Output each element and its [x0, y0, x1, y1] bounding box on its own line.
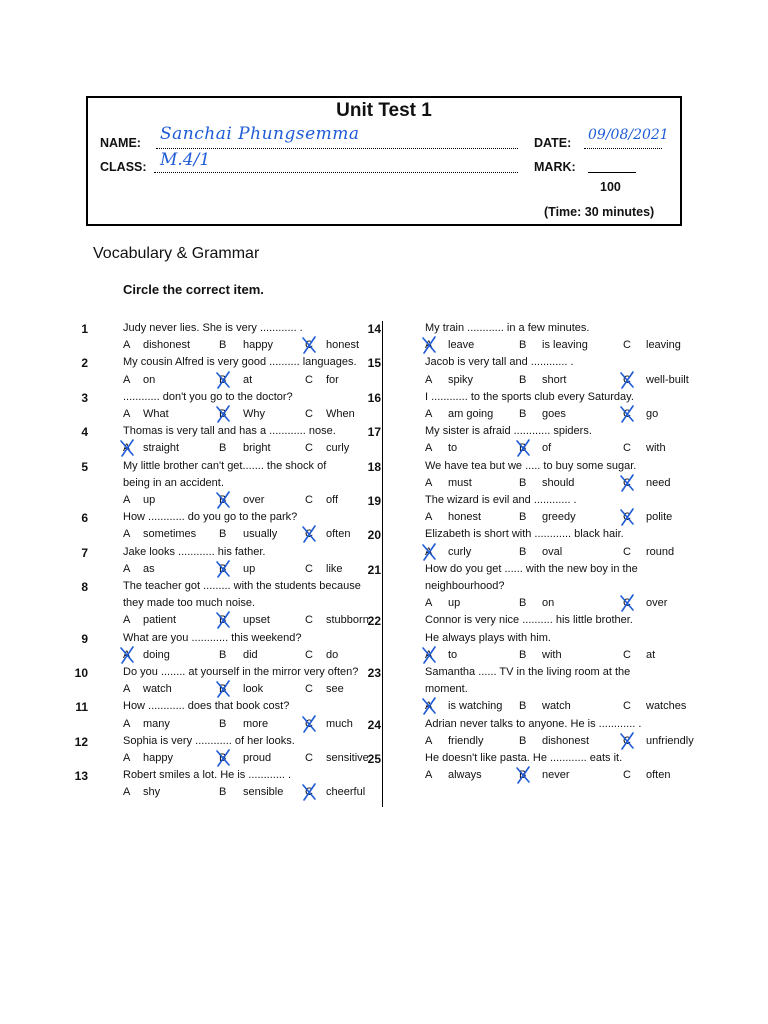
option-letter[interactable]: A: [425, 511, 433, 524]
question-number: 10: [74, 666, 88, 680]
option-letter[interactable]: B: [219, 562, 227, 575]
option-text[interactable]: at: [243, 373, 253, 386]
option-letter[interactable]: B: [519, 476, 527, 489]
option-letter[interactable]: A: [425, 373, 433, 386]
section-title: Vocabulary & Grammar: [93, 245, 260, 262]
option-letter[interactable]: A: [425, 408, 433, 420]
question-number: 23: [367, 666, 381, 680]
option-text[interactable]: did: [243, 648, 258, 661]
option-letter[interactable]: A: [123, 408, 131, 420]
option-text[interactable]: honest: [326, 339, 360, 352]
option-text[interactable]: always: [448, 769, 482, 782]
option-letter[interactable]: A: [123, 528, 131, 541]
option-text[interactable]: often: [646, 769, 671, 782]
option-letter[interactable]: C: [305, 528, 313, 541]
option-letter[interactable]: B: [219, 648, 227, 661]
option-text[interactable]: dishonest: [143, 339, 191, 352]
question-number: 22: [367, 614, 381, 629]
question-number: 18: [367, 459, 381, 474]
question-text: Do you ........ at yourself in the mirror very often?: [123, 666, 359, 678]
option-text[interactable]: to: [448, 648, 458, 661]
option-text[interactable]: with: [646, 442, 666, 455]
question-number: 2: [81, 356, 88, 371]
option-letter[interactable]: A: [425, 597, 433, 610]
option-text[interactable]: am going: [448, 408, 494, 420]
option-text[interactable]: should: [542, 476, 575, 489]
option-text[interactable]: up: [143, 494, 156, 506]
option-letter[interactable]: A: [123, 683, 131, 696]
question-number: 14: [367, 322, 381, 336]
option-text[interactable]: more: [243, 717, 269, 730]
class-dotted-line: [154, 172, 518, 173]
mark-total: 100: [600, 180, 621, 194]
option-letter[interactable]: C: [305, 614, 313, 627]
option-letter[interactable]: A: [123, 752, 131, 764]
option-text[interactable]: straight: [143, 442, 180, 455]
option-text[interactable]: never: [542, 769, 570, 782]
option-letter[interactable]: A: [123, 373, 131, 386]
option-letter[interactable]: A: [425, 769, 433, 782]
option-text[interactable]: on: [143, 373, 156, 386]
question-text: The teacher got ......... with the students because: [123, 580, 361, 592]
option-letter[interactable]: B: [519, 408, 527, 420]
question-number: 15: [367, 356, 381, 371]
date-handwriting: 09/08/2021: [588, 127, 669, 143]
option-text[interactable]: doing: [143, 648, 170, 661]
option-text[interactable]: dishonest: [542, 734, 590, 747]
class-label: CLASS:: [100, 160, 147, 174]
option-letter[interactable]: C: [623, 339, 631, 352]
option-letter[interactable]: B: [519, 597, 527, 610]
option-letter[interactable]: B: [519, 339, 527, 352]
option-text[interactable]: stubborn: [326, 614, 369, 627]
option-text[interactable]: to: [448, 442, 458, 455]
option-letter[interactable]: B: [219, 614, 227, 627]
question-number: 24: [367, 717, 381, 732]
question-text: My train ............ in a few minutes.: [425, 322, 590, 334]
option-letter[interactable]: B: [219, 442, 227, 455]
option-letter[interactable]: B: [219, 786, 227, 799]
question-number: 25: [367, 752, 381, 766]
option-letter[interactable]: B: [219, 528, 227, 541]
option-letter[interactable]: A: [425, 545, 433, 558]
option-letter[interactable]: B: [519, 700, 527, 713]
question-text: moment.: [425, 683, 468, 696]
option-letter[interactable]: A: [425, 442, 433, 455]
option-letter[interactable]: B: [219, 339, 227, 352]
option-text[interactable]: curly: [326, 442, 350, 455]
option-text[interactable]: for: [326, 373, 339, 386]
option-letter[interactable]: C: [305, 786, 313, 799]
question-text: He doesn't like pasta. He ............ eats it.: [425, 752, 623, 764]
option-text[interactable]: patient: [143, 614, 177, 627]
test-header-box: [86, 96, 682, 226]
option-text[interactable]: with: [542, 648, 562, 661]
option-letter[interactable]: C: [305, 752, 313, 764]
question-text: Jacob is very tall and ............ .: [425, 356, 574, 369]
name-dotted-line: [156, 148, 518, 149]
question-number: 5: [81, 459, 88, 474]
option-text[interactable]: much: [326, 717, 353, 730]
option-letter[interactable]: B: [219, 408, 227, 420]
question-text: being in an accident.: [123, 476, 224, 489]
option-letter[interactable]: C: [305, 373, 313, 386]
option-text[interactable]: is watching: [448, 700, 503, 713]
question-number: 13: [74, 769, 88, 784]
question-text: How ............ does that book cost?: [123, 700, 290, 713]
option-letter[interactable]: C: [623, 769, 631, 782]
option-letter[interactable]: A: [123, 494, 131, 506]
option-text[interactable]: When: [326, 408, 355, 420]
option-letter[interactable]: C: [623, 442, 631, 455]
question-text: My sister is afraid ............ spiders.: [425, 425, 592, 438]
question-number: 20: [367, 528, 381, 543]
option-letter[interactable]: B: [219, 683, 227, 696]
option-letter[interactable]: B: [519, 511, 527, 524]
question-text: they made too much noise.: [123, 597, 256, 610]
option-text[interactable]: do: [326, 648, 339, 661]
question-number: 9: [81, 631, 88, 646]
option-text[interactable]: usually: [243, 528, 278, 541]
option-text[interactable]: look: [243, 683, 264, 696]
question-text: neighbourhood?: [425, 580, 505, 592]
option-text[interactable]: over: [243, 494, 265, 506]
option-letter[interactable]: A: [123, 442, 131, 455]
option-letter[interactable]: C: [305, 562, 313, 575]
question-text: My little brother can't get....... the shock of: [123, 459, 327, 472]
option-letter[interactable]: C: [305, 683, 313, 696]
option-text[interactable]: well-built: [646, 373, 689, 386]
option-text[interactable]: spiky: [448, 373, 474, 386]
option-letter[interactable]: A: [425, 476, 433, 489]
option-text[interactable]: honest: [448, 511, 482, 524]
option-text[interactable]: watches: [646, 700, 687, 713]
question-text: We have tea but we ..... to buy some sugar.: [425, 459, 637, 472]
option-text[interactable]: oval: [542, 545, 563, 558]
question-text: I ............ to the sports club every Saturday.: [425, 390, 634, 403]
option-letter[interactable]: B: [219, 494, 227, 506]
question-text: How ............ do you go to the park?: [123, 511, 298, 524]
question-number: 8: [81, 580, 88, 594]
option-text[interactable]: shy: [143, 786, 161, 799]
option-letter[interactable]: A: [425, 339, 433, 352]
mark-score-line: [588, 172, 636, 173]
option-letter[interactable]: A: [123, 614, 131, 627]
option-text[interactable]: must: [448, 476, 472, 489]
test-title: Unit Test 1: [336, 100, 432, 121]
option-letter[interactable]: A: [123, 717, 131, 730]
option-text[interactable]: cheerful: [326, 786, 366, 799]
option-text[interactable]: leaving: [646, 339, 681, 352]
date-label: DATE:: [534, 136, 572, 150]
option-text[interactable]: What: [143, 408, 169, 420]
option-letter[interactable]: C: [305, 494, 313, 506]
question-number: 3: [81, 390, 88, 405]
question-text: ............ don't you go to the doctor?: [123, 390, 293, 403]
option-text[interactable]: as: [143, 562, 155, 575]
option-letter[interactable]: C: [305, 442, 313, 455]
option-text[interactable]: happy: [243, 339, 273, 352]
option-text[interactable]: like: [326, 562, 343, 575]
mark-label: MARK:: [534, 160, 576, 174]
question-text: The wizard is evil and ............ .: [425, 494, 577, 506]
option-text[interactable]: up: [448, 597, 461, 610]
instruction-text: Circle the correct item.: [123, 282, 264, 297]
option-text[interactable]: on: [542, 597, 555, 610]
option-text[interactable]: of: [542, 442, 552, 455]
option-letter[interactable]: A: [425, 648, 433, 661]
question-number: 4: [81, 425, 88, 440]
option-letter[interactable]: B: [219, 752, 227, 764]
date-dotted-line: [584, 148, 662, 149]
option-text[interactable]: watch: [143, 683, 172, 696]
question-number: 16: [367, 390, 381, 405]
question-text: Elizabeth is short with ............ black hair.: [425, 528, 624, 541]
question-text: Adrian never talks to anyone. He is ............ .: [425, 717, 642, 730]
option-text[interactable]: polite: [646, 511, 673, 524]
question-number: 21: [367, 562, 381, 577]
option-text[interactable]: watch: [542, 700, 571, 713]
question-text: What are you ............ this weekend?: [123, 631, 302, 644]
question-number: 19: [367, 494, 381, 508]
option-text[interactable]: short: [542, 373, 567, 386]
question-text: He always plays with him.: [425, 631, 551, 644]
name-label: NAME:: [100, 136, 141, 150]
option-text[interactable]: Why: [243, 408, 265, 420]
option-text[interactable]: sensible: [243, 786, 284, 799]
option-letter[interactable]: C: [623, 734, 631, 747]
question-text: Samantha ...... TV in the living room at the: [425, 666, 631, 678]
question-number: 11: [75, 700, 88, 715]
option-letter[interactable]: A: [123, 339, 131, 352]
option-letter[interactable]: C: [623, 476, 631, 489]
option-text[interactable]: often: [326, 528, 351, 541]
option-text[interactable]: upset: [243, 614, 270, 627]
option-letter[interactable]: C: [623, 545, 631, 558]
option-text[interactable]: off: [326, 494, 339, 506]
option-letter[interactable]: C: [305, 408, 313, 420]
option-text[interactable]: proud: [243, 752, 272, 764]
option-letter[interactable]: C: [623, 511, 631, 524]
option-letter[interactable]: A: [425, 734, 433, 747]
option-text[interactable]: friendly: [448, 734, 484, 747]
option-letter[interactable]: B: [519, 648, 527, 661]
option-letter[interactable]: A: [123, 648, 131, 661]
option-letter[interactable]: A: [425, 700, 433, 713]
option-text[interactable]: sensitive: [326, 752, 369, 764]
option-text[interactable]: over: [646, 597, 668, 610]
question-text: Jake looks ............ his father.: [123, 545, 266, 558]
option-letter[interactable]: C: [623, 408, 631, 420]
option-letter[interactable]: B: [519, 734, 527, 747]
question-number: 1: [81, 322, 88, 336]
option-letter[interactable]: B: [219, 717, 227, 730]
option-text[interactable]: goes: [542, 408, 566, 420]
option-letter[interactable]: B: [519, 442, 527, 455]
question-number: 7: [81, 545, 88, 560]
option-text[interactable]: leave: [448, 339, 475, 352]
option-text[interactable]: sometimes: [143, 528, 197, 541]
option-letter[interactable]: B: [219, 373, 227, 386]
option-text[interactable]: round: [646, 545, 675, 558]
option-text[interactable]: many: [143, 717, 170, 730]
question-text: Sophia is very ............ of her looks.: [123, 734, 295, 747]
question-text: Judy never lies. She is very ............ .: [123, 322, 303, 334]
option-letter[interactable]: C: [623, 700, 631, 713]
column-divider: [382, 321, 383, 807]
question-number: 12: [74, 734, 88, 749]
option-letter[interactable]: C: [305, 339, 313, 352]
option-letter[interactable]: C: [623, 597, 631, 610]
question-text: Connor is very nice .......... his little brother.: [425, 614, 633, 627]
option-text[interactable]: need: [646, 476, 671, 489]
option-text[interactable]: greedy: [542, 511, 576, 524]
question-text: Thomas is very tall and has a ............ nose.: [123, 425, 336, 438]
class-handwriting: M.4/1: [160, 150, 211, 170]
option-letter[interactable]: C: [623, 373, 631, 386]
option-text[interactable]: up: [243, 562, 256, 575]
option-text[interactable]: curly: [448, 545, 472, 558]
question-text: Robert smiles a lot. He is ............ .: [123, 769, 292, 782]
name-handwriting: Sanchai Phungsemma: [160, 124, 360, 144]
question-number: 6: [81, 511, 88, 526]
option-letter[interactable]: B: [519, 373, 527, 386]
option-text[interactable]: unfriendly: [646, 734, 694, 747]
option-text[interactable]: see: [326, 683, 344, 696]
option-letter[interactable]: A: [123, 562, 131, 575]
option-letter[interactable]: C: [305, 717, 313, 730]
question-text: My cousin Alfred is very good .......... languages.: [123, 356, 357, 369]
option-text[interactable]: at: [646, 648, 656, 661]
option-letter[interactable]: C: [623, 648, 631, 661]
option-text[interactable]: happy: [143, 752, 173, 764]
option-letter[interactable]: A: [123, 786, 131, 799]
question-number: 17: [367, 425, 381, 440]
option-letter[interactable]: B: [519, 769, 527, 782]
option-text[interactable]: go: [646, 408, 659, 420]
time-limit: (Time: 30 minutes): [544, 205, 655, 219]
option-letter[interactable]: C: [305, 648, 313, 661]
option-letter[interactable]: B: [519, 545, 527, 558]
option-text[interactable]: is leaving: [542, 339, 588, 352]
option-text[interactable]: bright: [243, 442, 271, 455]
question-text: How do you get ...... with the new boy in the: [425, 562, 638, 575]
